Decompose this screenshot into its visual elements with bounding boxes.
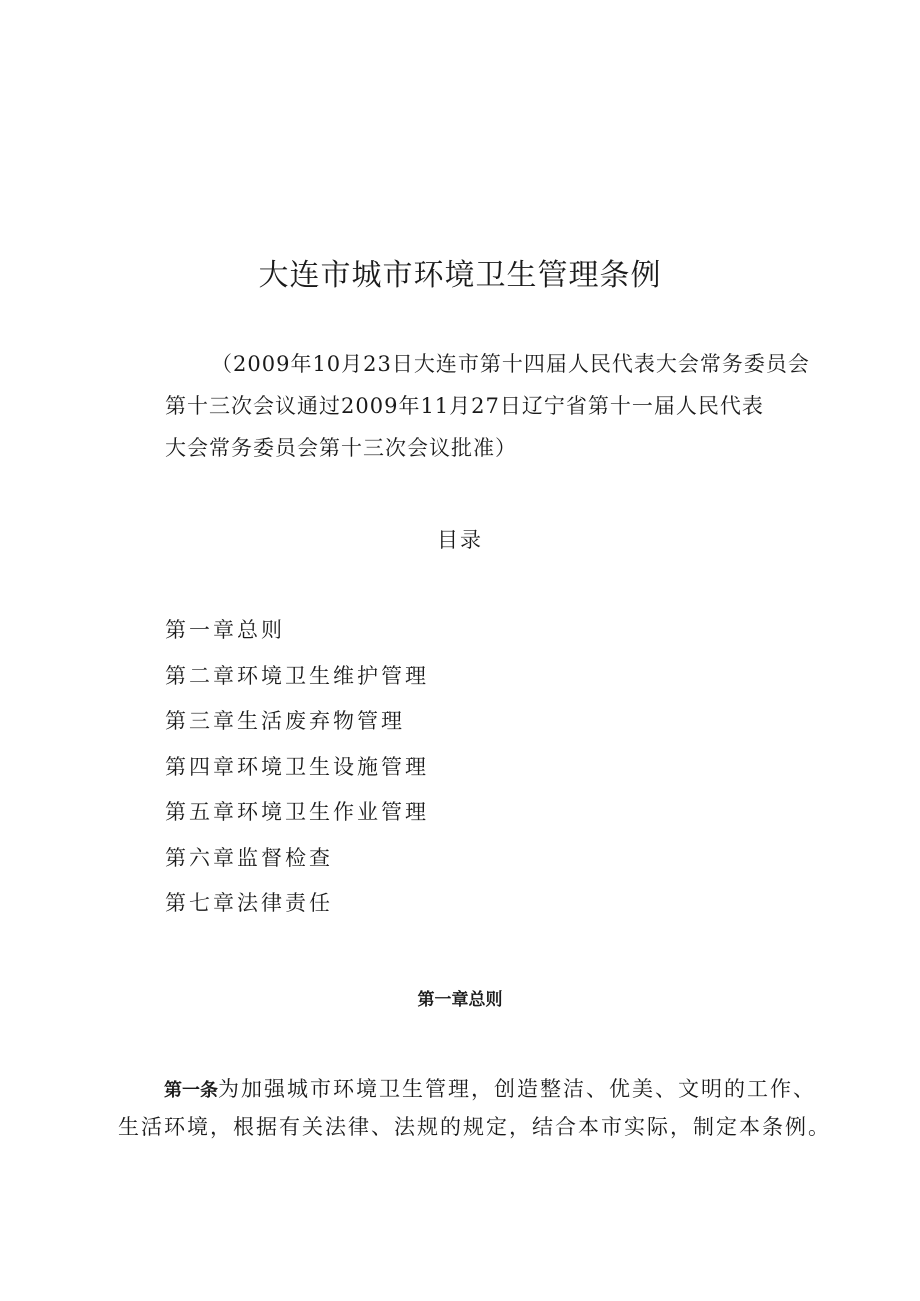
- toc-item: 第四章环境卫生设施管理: [165, 754, 429, 779]
- toc-item: 第五章环境卫生作业管理: [165, 800, 429, 824]
- article-text: 为加强城市环境卫生管理，创造整洁、优美、文明的工作、: [218, 1077, 816, 1101]
- toc-item: 第六章监督检查: [165, 845, 333, 870]
- table-of-contents: [165, 612, 429, 931]
- preamble-line: 大会常务委员会第十三次会议批准）: [165, 436, 517, 460]
- toc-heading: 目录: [437, 528, 483, 552]
- article-1: [118, 1071, 831, 1145]
- chapter-heading: 第一章总则: [417, 990, 503, 1010]
- article-label: 第一条: [164, 1080, 218, 1101]
- toc-item: 第一章总则: [165, 618, 285, 642]
- preamble: [165, 343, 815, 469]
- article-line: 生活环境，根据有关法律、法规的规定，结合本市实际，制定本条例。: [118, 1115, 831, 1139]
- document-title: 大连市城市环境卫生管理条例: [258, 258, 662, 293]
- preamble-line: （2009年10月23日大连市第十四届人民代表大会常务委员会: [211, 352, 810, 376]
- preamble-line: 第十三次会议通过2009年11月27日辽宁省第十一届人民代表: [165, 394, 764, 418]
- toc-item: 第二章环境卫生维护管理: [165, 663, 429, 688]
- toc-item: 第七章法律责任: [165, 891, 333, 915]
- article-line: [118, 1071, 828, 1109]
- toc-item: 第三章生活废弃物管理: [165, 709, 405, 733]
